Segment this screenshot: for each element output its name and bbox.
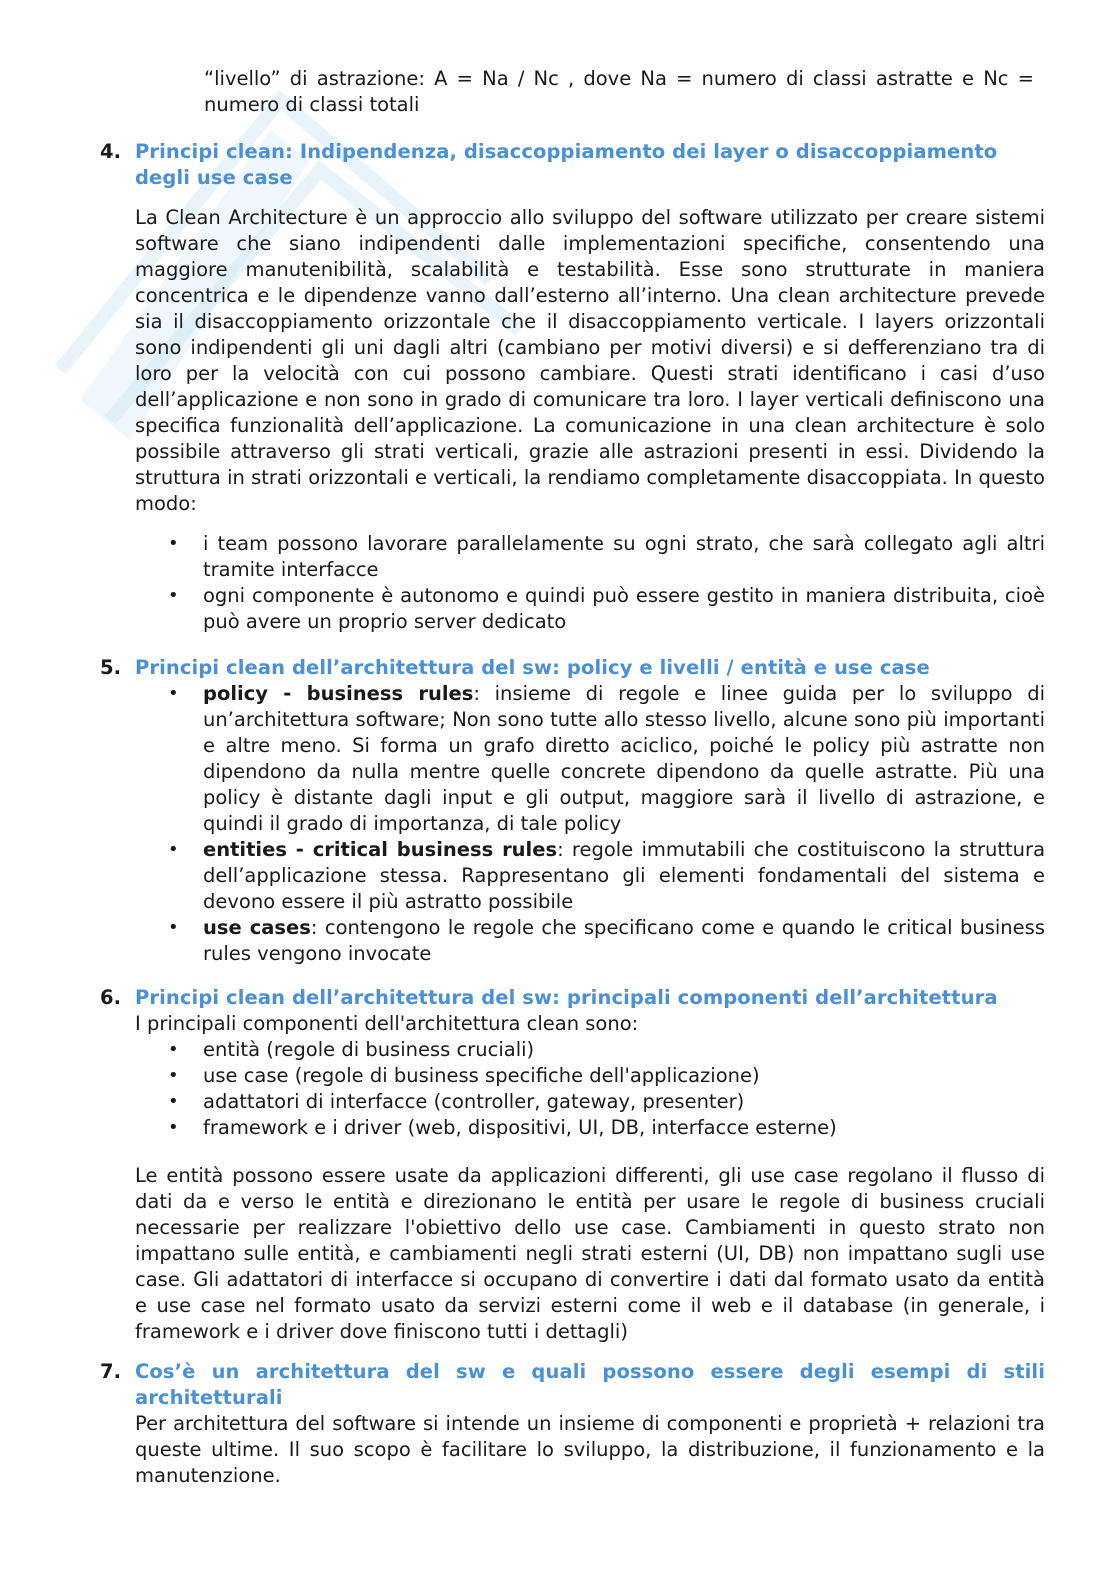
list-item: • use cases: contengono le regole che specificano come e quando le critical business rules vengono invocate <box>168 916 1045 965</box>
intro-text: “livello” di astrazione: A = Na / Nc , dove Na = numero di classi astratte e Nc = numero di classi totali <box>204 67 1034 116</box>
section-number: 4. <box>100 140 121 163</box>
list-item: • entità (regole di business cruciali) <box>168 1038 535 1061</box>
bullet-icon: • <box>168 839 179 860</box>
section-7-heading <box>100 1359 1045 1411</box>
section-5-bullets <box>100 681 1045 967</box>
section-4-heading <box>100 139 1045 191</box>
section-4 <box>100 139 1045 635</box>
section-title: Principi clean: Indipendenza, disaccoppiamento dei layer o disaccoppiamento degli use case <box>135 140 998 189</box>
term: use cases <box>203 916 311 939</box>
list-item: • adattatori di interfacce (controller, gateway, presenter) <box>168 1090 745 1113</box>
section-title: Cos’è un architettura del sw e quali possono essere degli esempi di stili architetturali <box>135 1360 1045 1409</box>
section-paragraph: La Clean Architecture è un approccio allo sviluppo del software utilizzato per creare sistemi software che siano indipendenti dalle implementazioni specifiche, consentendo una maggiore manutenibilità, scalabilità e testabilità. Esse sono strutturate in maniera concentrica e le dipendenze vanno dall’esterno all’interno. Una clean architecture prevede sia il disaccoppiamento orizzontale che il disaccoppiamento verticale. I layers orizzontali sono indipendenti gli uni dagli altri (cambiano per motivi diversi) e si defferenziano tra di loro per la velocità con cui possono cambiare. Questi strati identificano i casi d’uso dell’applicazione e non sono in grado di comunicare tra loro. I layer verticali definiscono una specifica funzionalità dell’applicazione. La comunicazione in una clean architecture è solo possibile attraverso gli strati verticali, grazie alle astrazioni presenti in essi. Dividendo la struttura in strati orizzontali e verticali, la rendiamo completamente disaccoppiata. In questo modo: <box>135 206 1045 515</box>
bullet-icon: • <box>168 1117 179 1138</box>
section-5-heading <box>100 655 1045 681</box>
section-number: 7. <box>100 1360 121 1383</box>
section-title: Principi clean dell’architettura del sw: policy e livelli / entità e use case <box>135 656 930 679</box>
bullet-icon: • <box>168 1039 179 1060</box>
term: policy - business rules <box>203 682 474 705</box>
section-6-heading <box>100 985 1045 1011</box>
list-item: • policy - business rules: insieme di regole e linee guida per lo sviluppo di un’architettura software; Non sono tutte allo stesso livello, alcune sono più importanti e altre meno. Si forma un grafo diretto aciclico, poiché le policy più astratte non dipendono da nulla mentre quelle concrete dipendono da quelle astratte. Più una policy è distante dagli input e gli output, maggiore sarà il livello di astrazione, e quindi il grado di importanza, di tale policy <box>168 682 1045 835</box>
list-item: • ogni componente è autonomo e quindi può essere gestito in maniera distribuita, cioè può avere un proprio server dedicato <box>168 584 1045 633</box>
section-paragraph: Le entità possono essere usate da applicazioni differenti, gli use case regolano il flusso di dati da e verso le entità e direzionano le entità per usare le regole di business cruciali necessarie per realizzare l'obiettivo dello use case. Cambiamenti in questo strato non impattano sulle entità, e cambiamenti negli strati esterni (UI, DB) non impattano sugli use case. Gli adattatori di interfacce si occupano di convertire i dati dal formato usato da entità e use case nel formato usato da servizi esterni come il web e il database (in generale, i framework e i driver dove finiscono tutti i dettagli) <box>135 1164 1045 1343</box>
section-5 <box>100 655 1045 967</box>
bullet-icon: • <box>168 917 179 938</box>
section-number: 6. <box>100 986 121 1009</box>
list-item: • entities - critical business rules: regole immutabili che costituiscono la struttura dell’applicazione stessa. Rappresentano gli elementi fondamentali del sistema e devono essere il più astratto possibile <box>168 838 1046 913</box>
section-lead: I principali componenti dell'architettura clean sono: <box>135 1012 639 1035</box>
section-6-bullets <box>100 1037 1045 1141</box>
list-item: • use case (regole di business specifiche dell'applicazione) <box>168 1064 760 1087</box>
bullet-icon: • <box>168 683 179 704</box>
list-item: • i team possono lavorare parallelamente su ogni strato, che sarà collegato agli altri tramite interfacce <box>168 532 1045 581</box>
term: entities - critical business rules <box>203 838 558 861</box>
section-paragraph: Per architettura del software si intende un insieme di componenti e proprietà + relazioni tra queste ultime. Il suo scopo è facilitare lo sviluppo, la distribuzione, il funzionamento e la manutenzione. <box>135 1412 1045 1487</box>
bullet-icon: • <box>168 1065 179 1086</box>
section-number: 5. <box>100 656 121 679</box>
bullet-icon: • <box>168 533 179 554</box>
bullet-icon: • <box>168 1091 179 1112</box>
section-7 <box>100 1359 1045 1489</box>
list-item: • framework e i driver (web, dispositivi, UI, DB, interfacce esterne) <box>168 1116 837 1139</box>
bullet-icon: • <box>168 585 179 606</box>
section-title: Principi clean dell’architettura del sw: principali componenti dell’architettura <box>135 986 998 1009</box>
section-6 <box>100 985 1045 1345</box>
section-4-bullets <box>100 531 1045 635</box>
